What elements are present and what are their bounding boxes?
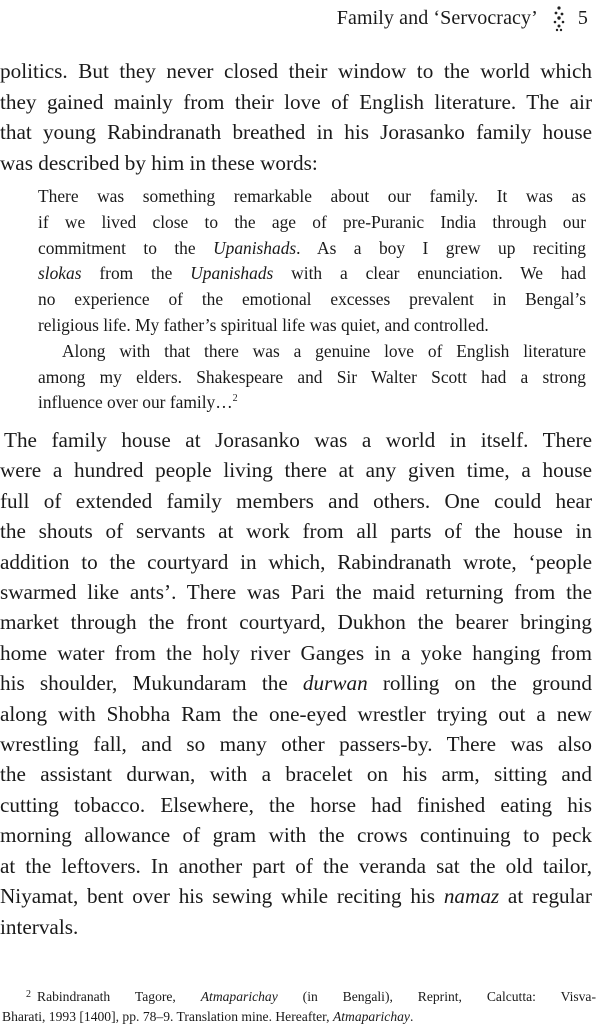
text-line: religious life. My father’s spiritual life was quiet, and controlled. xyxy=(38,314,489,335)
text-run: his shoulder, Mukundaram the xyxy=(0,671,303,696)
quote-paragraph-2 xyxy=(38,339,586,416)
footnote xyxy=(2,985,596,1027)
italic-run: Atmaparichay xyxy=(200,989,278,1004)
text-run: rolling on the ground xyxy=(367,671,592,696)
text-run: Niyamat, bent over his sewing while reciting his xyxy=(0,884,444,909)
text-line: There was something remarkable about our family. It was as xyxy=(38,186,586,206)
text-line: politics. But they never closed their window to the world which xyxy=(0,59,592,83)
paragraph-jorasanko xyxy=(0,425,592,942)
text-line: if we lived close to the age of pre-Puranic India through our xyxy=(38,211,586,232)
text-run: Rabindranath Tagore, xyxy=(37,989,201,1004)
running-head-title: Family and ‘Servocracy’ xyxy=(336,6,538,29)
text-line: among my elders. Shakespeare and Sir Walter Scott had a strong xyxy=(38,366,586,387)
text-line xyxy=(38,236,586,262)
italic-run: Atmaparichay xyxy=(332,1009,410,1024)
block-quote xyxy=(38,184,586,416)
text-line: intervals. xyxy=(0,914,79,939)
text-line: was described by him in these words: xyxy=(0,150,318,175)
text-line xyxy=(0,881,592,911)
text-run: commitment to the xyxy=(38,237,214,258)
text-line xyxy=(38,261,586,287)
text-line: wrestling fall, and so many other passers-by. There was also xyxy=(0,732,592,757)
italic-run: Upanishads xyxy=(213,237,297,258)
text-run: Bharati, 1993 [1400], pp. 78–9. Translation mine. Hereafter, xyxy=(2,1009,333,1024)
text-line: they gained mainly from their love of English literature. The air xyxy=(0,89,592,114)
text-line: market through the front courtyard, Dukhon the bearer bringing xyxy=(0,610,592,635)
italic-run: Upanishads xyxy=(190,263,274,284)
text-line: the shouts of servants at work from all parts of the house in xyxy=(0,519,592,544)
text-run: . As a boy I grew up reciting xyxy=(296,237,586,258)
text-line: The family house at Jorasanko was a world in itself. There xyxy=(4,428,592,452)
text-line: at the leftovers. In another part of the veranda sat the old tailor, xyxy=(0,853,592,878)
footnote-line xyxy=(2,985,596,1007)
text-line: swarmed like ants’. There was Pari the maid returning from the xyxy=(0,580,592,605)
text-line: the assistant durwan, with a bracelet on his arm, sitting and xyxy=(0,762,592,787)
text-line: along with Shobha Ram the one-eyed wrestler trying out a new xyxy=(0,701,592,726)
text-line: full of extended family members and others. One could hear xyxy=(0,488,592,513)
text-line xyxy=(0,668,592,698)
quote-paragraph-1 xyxy=(38,184,586,339)
page-number: 5 xyxy=(577,6,588,29)
ornament-icon xyxy=(550,4,568,32)
text-line: home water from the holy river Ganges in a yoke hanging from xyxy=(0,640,592,665)
italic-run: slokas xyxy=(38,263,82,284)
text-line xyxy=(38,390,586,416)
text-run: at regular xyxy=(499,884,592,909)
text-line: cutting tobacco. Elsewhere, the horse had finished eating his xyxy=(0,792,592,817)
text-line: addition to the courtyard in which, Rabindranath wrote, ‘people xyxy=(0,549,592,574)
text-line: were a hundred people living there at any given time, a house xyxy=(0,458,592,483)
note-reference: 2 xyxy=(232,393,238,405)
text-line: that young Rabindranath breathed in his Jorasanko family house xyxy=(0,120,592,144)
text-line: no experience of the emotional excesses prevalent in Bengal’s xyxy=(38,289,586,310)
text-run: influence over our family… xyxy=(38,392,233,413)
text-line: Along with that there was a genuine love of English literature xyxy=(62,340,586,361)
text-run: . xyxy=(409,1009,414,1024)
footnote-line xyxy=(2,1007,596,1027)
text-run: (in Bengali), Reprint, Calcutta: Visva- xyxy=(277,989,596,1004)
text-run: with a clear enunciation. We had xyxy=(273,263,587,284)
footnote-marker: 2 xyxy=(26,989,31,1000)
text-line: morning allowance of gram with the crows continuing to peck xyxy=(0,823,592,848)
italic-run: durwan xyxy=(302,671,368,696)
paragraph-opening xyxy=(0,56,592,178)
text-run: from the xyxy=(81,263,191,284)
italic-run: namaz xyxy=(443,884,500,909)
running-head xyxy=(337,4,588,32)
